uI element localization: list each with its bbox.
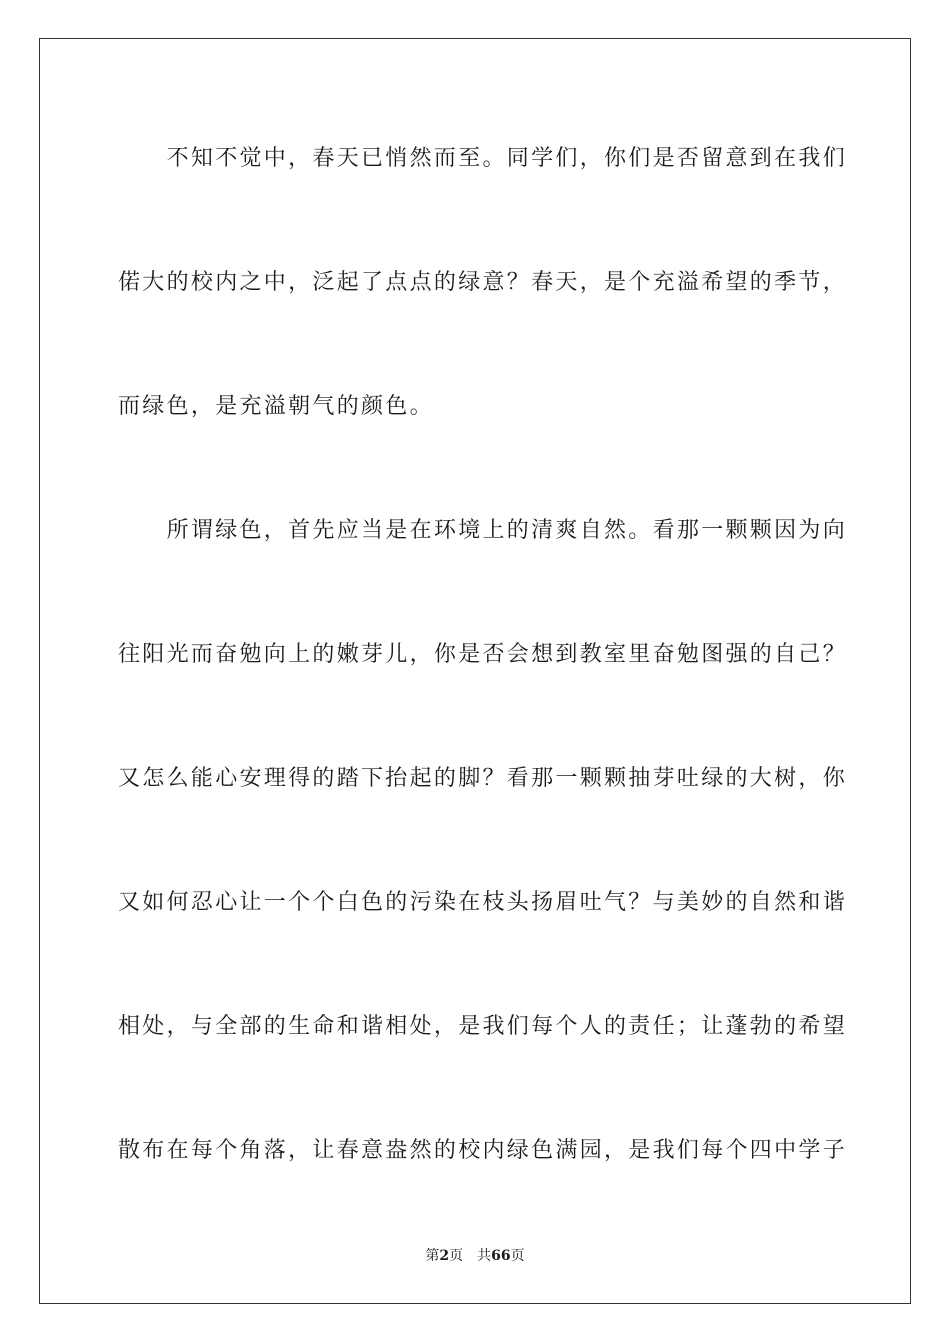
page-prefix: 第 bbox=[425, 1248, 440, 1264]
text-line-9: 散布在每个角落，让春意盎然的校内绿色满园，是我们每个四中学子 bbox=[118, 1138, 848, 1163]
total-pages: 66 bbox=[491, 1248, 511, 1264]
text-line-5: 往阳光而奋勉向上的嫩芽儿，你是否会想到教室里奋勉图强的自己？ bbox=[118, 642, 848, 667]
text-line-2: 偌大的校内之中，泛起了点点的绿意？春天，是个充溢希望的季节， bbox=[118, 270, 848, 295]
page-number: 2 bbox=[439, 1248, 450, 1264]
text-line-1: 不知不觉中，春天已悄然而至。同学们，你们是否留意到在我们 bbox=[118, 146, 848, 171]
text-line-6: 又怎么能心安理得的踏下抬起的脚？看那一颗颗抽芽吐绿的大树，你 bbox=[118, 766, 848, 791]
page-footer bbox=[0, 1246, 950, 1266]
document-body bbox=[118, 128, 848, 1182]
page-suffix: 页 bbox=[449, 1248, 464, 1264]
total-suffix: 页 bbox=[510, 1248, 525, 1264]
text-line-3: 而绿色，是充溢朝气的颜色。 bbox=[118, 394, 434, 419]
total-prefix: 共 bbox=[477, 1248, 492, 1264]
text-line-8: 相处，与全部的生命和谐相处，是我们每个人的责任；让蓬勃的希望 bbox=[118, 1014, 848, 1039]
text-line-4: 所谓绿色，首先应当是在环境上的清爽自然。看那一颗颗因为向 bbox=[118, 518, 848, 543]
text-line-7: 又如何忍心让一个个白色的污染在枝头扬眉吐气？与美妙的自然和谐 bbox=[118, 890, 848, 915]
